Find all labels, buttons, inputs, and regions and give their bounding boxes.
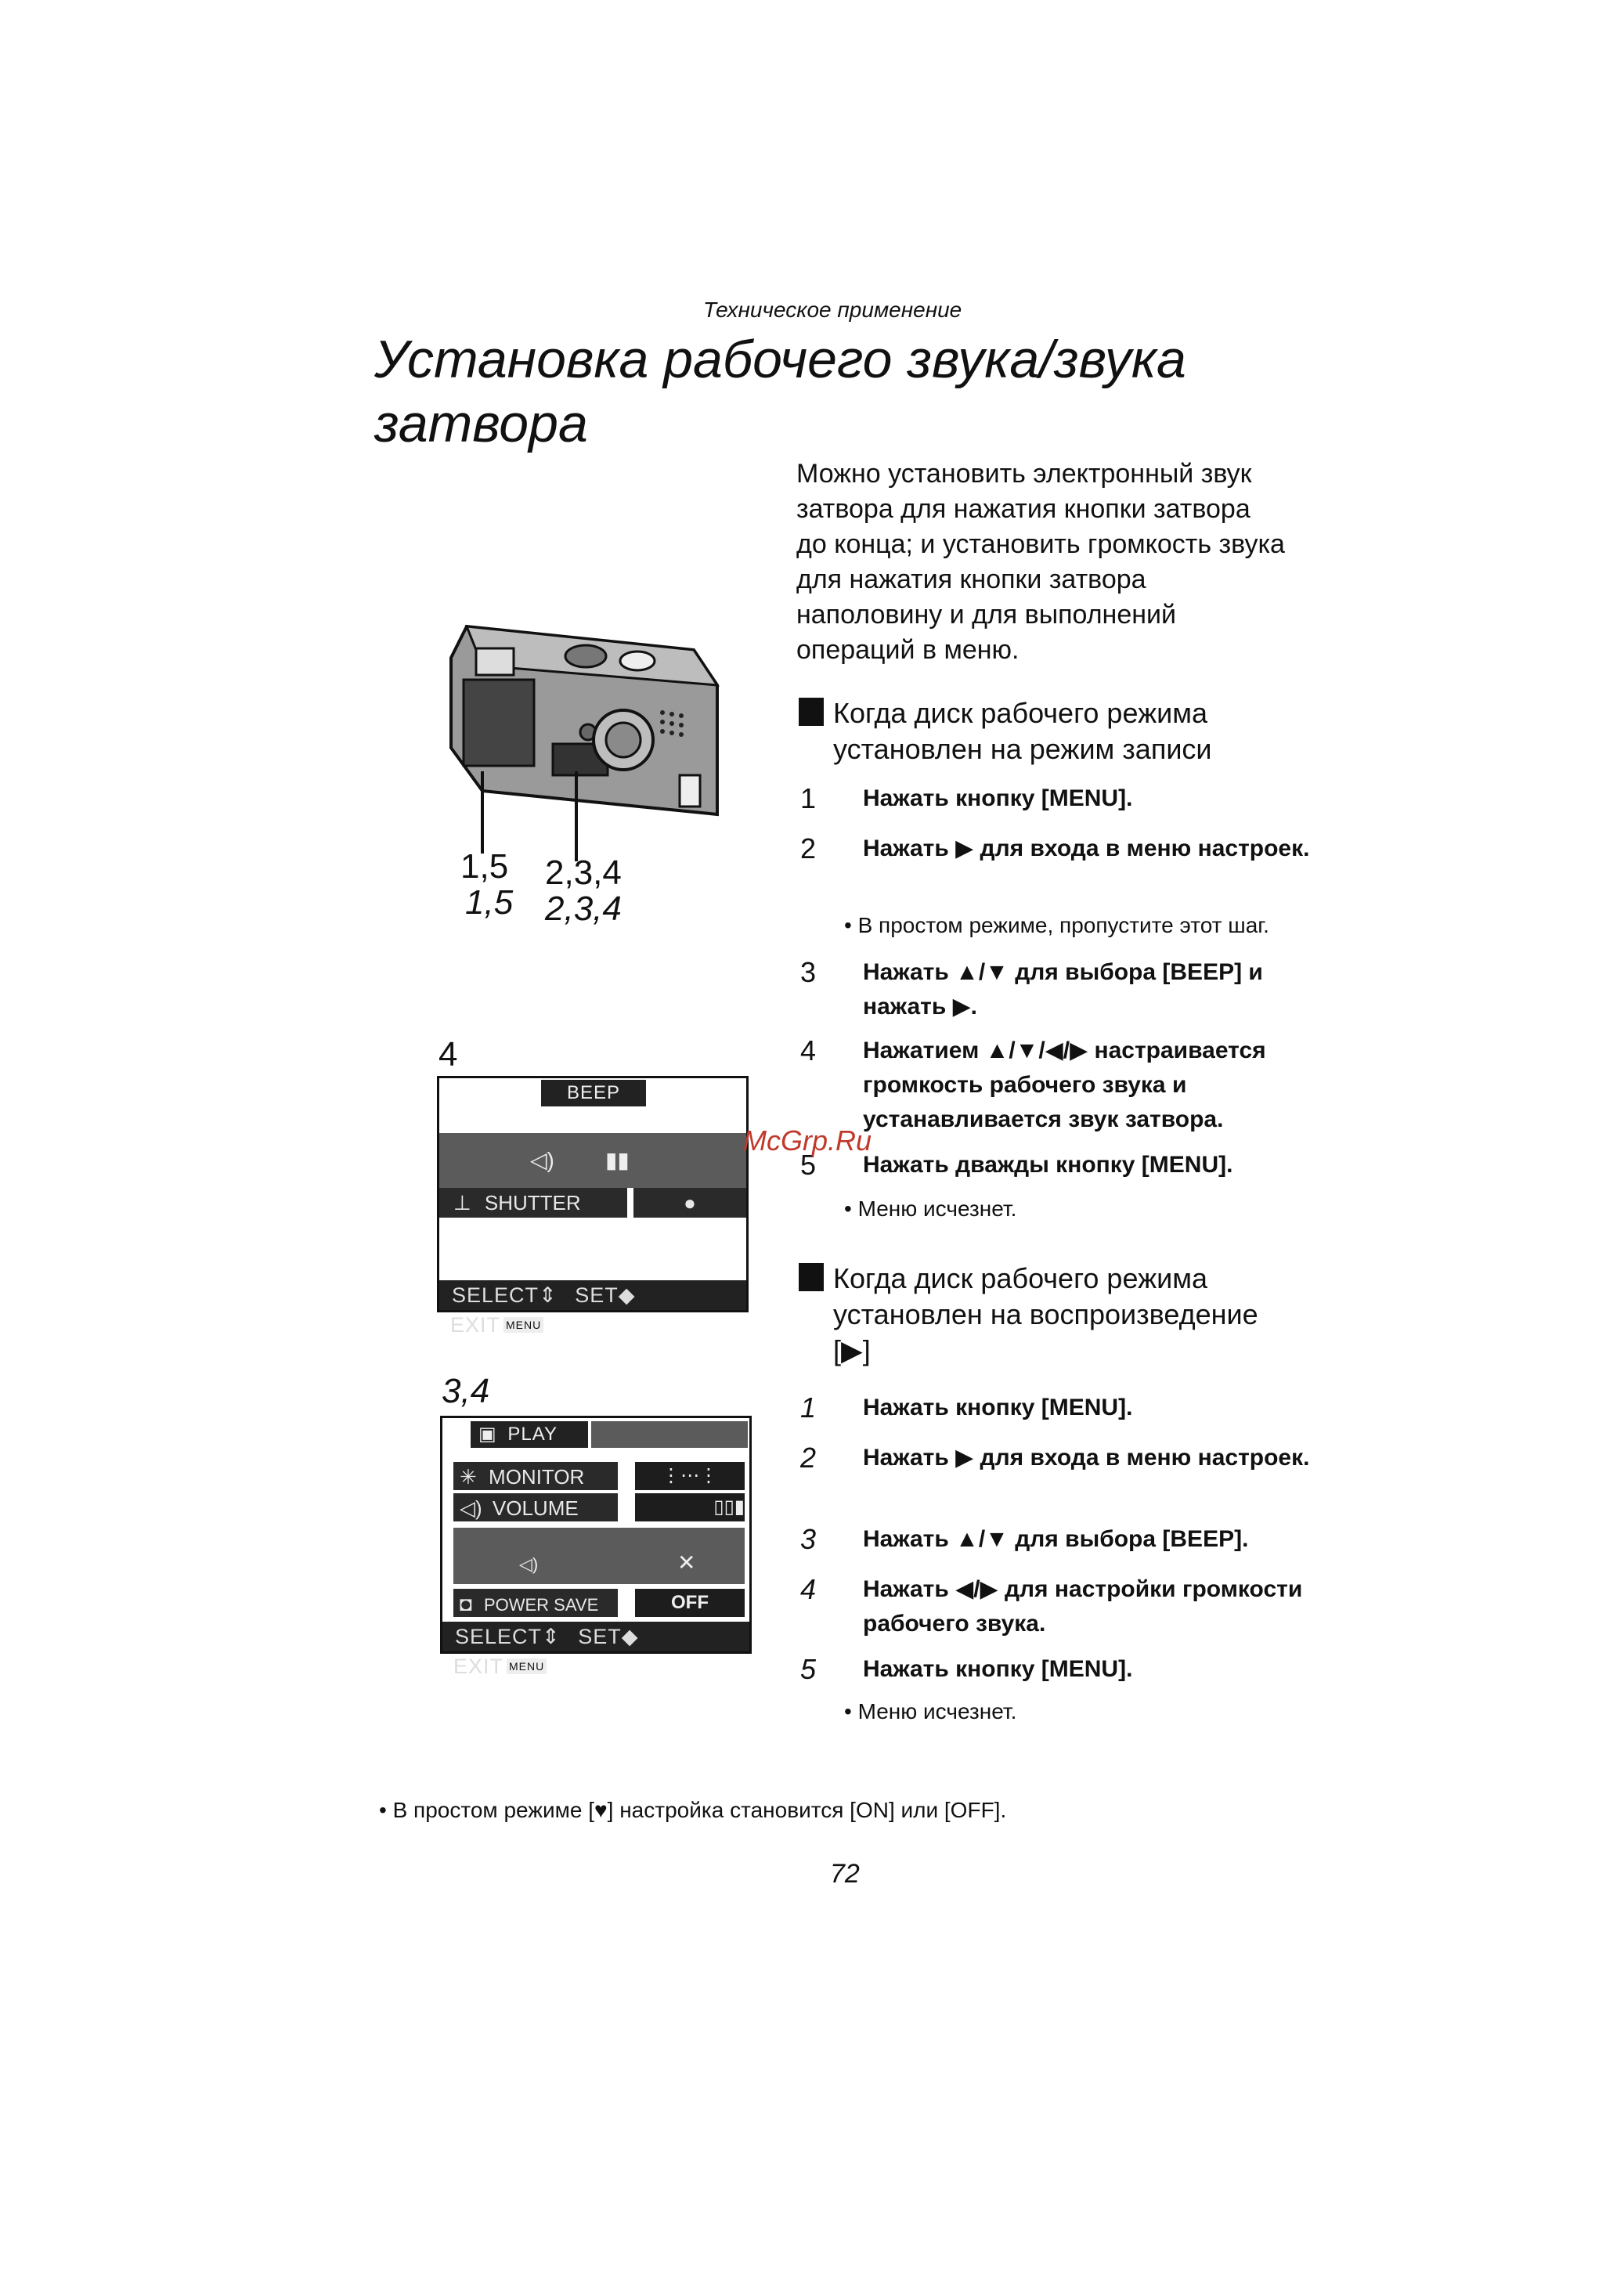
camera-illustration: [435, 611, 733, 869]
section-label: Техническое применение: [703, 298, 962, 322]
camera-label-a: 1,5: [460, 847, 509, 886]
footer-exit: EXIT: [450, 1313, 501, 1337]
intro-line: Можно установить электронный звук: [796, 459, 1252, 489]
play-heading-line-2: установлен на воспроизведение: [833, 1298, 1258, 1330]
screen-play: [440, 1416, 752, 1678]
step-number: 5: [800, 1149, 817, 1181]
title-line-2: затвора: [374, 394, 588, 453]
record-step-4: [800, 1034, 1364, 1137]
shutter-value-icon: ●: [684, 1191, 696, 1214]
play-icon: ▣: [478, 1424, 497, 1445]
camera-drawing: [435, 611, 733, 869]
camera-label-a-italic: 1,5: [465, 883, 514, 922]
step-number: 4: [800, 1034, 817, 1067]
menu-badge: MENU: [507, 1658, 547, 1674]
play-footer: [442, 1622, 749, 1678]
step-number: 3: [800, 1523, 817, 1555]
step-text: Нажать ▶ для входа в меню настроек.: [863, 1445, 1310, 1471]
play-tab: [471, 1421, 588, 1448]
section-marker-icon: [799, 1263, 824, 1291]
intro-paragraph: [796, 457, 1329, 668]
screen-play-label: 3,4: [442, 1372, 490, 1410]
monitor-row: [453, 1462, 618, 1490]
section-marker-icon: [799, 698, 824, 726]
footer-select: SELECT: [455, 1625, 543, 1648]
leftright-icon: ◆: [621, 1625, 639, 1648]
record-step-3: [800, 955, 1364, 1024]
intro-line: наполовину и для выполнений: [796, 600, 1176, 630]
record-step-2: [800, 832, 1364, 900]
play-step-4: [800, 1572, 1364, 1641]
title-line-1: Установка рабочего звука/звука: [374, 330, 1186, 389]
record-heading-line-2: установлен на режим записи: [833, 733, 1212, 765]
speaker-icon: ◁): [460, 1496, 482, 1520]
leftright-icon: ◆: [618, 1283, 636, 1307]
footer-exit: EXIT: [453, 1655, 504, 1678]
play-heading-line-1: Когда диск рабочего режима: [833, 1262, 1208, 1294]
beep-footer: [439, 1280, 746, 1337]
step-number: 1: [800, 1391, 817, 1424]
camera-label-b-italic: 2,3,4: [545, 890, 622, 928]
step-number: 2: [800, 1442, 817, 1474]
volume-value: ▯▯▮: [635, 1493, 745, 1521]
record-heading-line-1: Когда диск рабочего режима: [833, 697, 1208, 729]
play-heading-line-3: [▶]: [833, 1334, 871, 1366]
page-number: 72: [830, 1859, 860, 1889]
beep-shutter-row: [439, 1188, 627, 1218]
play-section-heading: [799, 1261, 1331, 1369]
power-save-row: [453, 1589, 618, 1617]
step-text: Нажать ▶ для входа в меню настроек.: [863, 836, 1310, 861]
play-volume-band: [453, 1528, 745, 1584]
volume-row: [453, 1493, 618, 1521]
step-text: Нажать ▲/▼ для выбора [BEEP].: [863, 1526, 1249, 1552]
intro-line: до конца; и установить громкость звука: [796, 529, 1285, 559]
watermark: McGrp.Ru: [743, 1124, 872, 1157]
speaker-icon: ◁): [530, 1148, 554, 1172]
step-text: Нажатием ▲/▼/◀/▶ настраивается громкость рабочего звука и устанавливается звук затвора.: [863, 1038, 1266, 1132]
record-note-menu-closes: • Меню исчезнет.: [844, 1196, 1017, 1221]
play-tab-label: PLAY: [507, 1424, 558, 1445]
record-step-5: [800, 1148, 1364, 1182]
screen-beep: [437, 1076, 749, 1337]
step-text: Нажать ◀/▶ для настройки громкости рабочего звука.: [863, 1576, 1303, 1637]
play-step-1: [800, 1391, 1364, 1425]
menu-badge: MENU: [503, 1317, 543, 1333]
intro-line: для нажатия кнопки затвора: [796, 565, 1146, 594]
screen-beep-label: 4: [438, 1035, 458, 1074]
monitor-label: MONITOR: [489, 1465, 585, 1489]
beep-volume-band: [439, 1133, 746, 1188]
step-text: Нажать кнопку [MENU].: [863, 785, 1133, 811]
step-text: Нажать кнопку [MENU].: [863, 1656, 1133, 1682]
footer-set: SET: [578, 1625, 622, 1648]
speaker-small-icon: ◁): [519, 1554, 539, 1574]
step-number: 3: [800, 956, 817, 988]
shutter-label: SHUTTER: [484, 1191, 581, 1214]
sun-icon: ✳: [460, 1465, 477, 1489]
updown-icon: ⇕: [539, 1283, 558, 1307]
page-title: [374, 327, 1186, 456]
step-number: 1: [800, 782, 817, 814]
monitor-value: ⋮⋯⋮: [635, 1462, 745, 1490]
step-text: Нажать дважды кнопку [MENU].: [863, 1152, 1233, 1178]
power-save-value: OFF: [635, 1589, 745, 1617]
beep-title: BEEP: [541, 1080, 646, 1106]
updown-icon: ⇕: [542, 1625, 561, 1648]
step-number: 2: [800, 832, 817, 864]
play-note-menu-closes: • Меню исчезнет.: [844, 1699, 1017, 1723]
shutter-icon: ⊥: [453, 1191, 471, 1214]
play-step-3: [800, 1522, 1364, 1557]
volume-label: VOLUME: [492, 1496, 579, 1520]
step-text: Нажать кнопку [MENU].: [863, 1395, 1133, 1420]
intro-line: затвора для нажатия кнопки затвора: [796, 494, 1250, 524]
camera-label-b: 2,3,4: [545, 854, 622, 892]
play-step-5: [800, 1652, 1364, 1687]
mute-icon: ✕: [677, 1550, 696, 1575]
volume-level-icon: ▮▮: [605, 1148, 630, 1172]
step-number: 4: [800, 1573, 817, 1605]
setup-tab-icon: [591, 1421, 748, 1448]
beep-shutter-value: [633, 1188, 746, 1218]
footer-select: SELECT: [452, 1283, 540, 1307]
footer-set: SET: [575, 1283, 619, 1307]
step-text: Нажать ▲/▼ для выбора [BEEP] и нажать ▶.: [863, 959, 1263, 1020]
power-save-icon: ◘: [460, 1592, 472, 1615]
record-section-heading: [799, 695, 1331, 767]
power-save-label: POWER SAVE: [483, 1595, 599, 1615]
footer-note: • В простом режиме [♥] настройка становится [ON] или [OFF].: [379, 1798, 1007, 1822]
record-note-simple-mode: • В простом режиме, пропустите этот шаг.: [844, 913, 1269, 937]
step-number: 5: [800, 1653, 817, 1685]
record-step-1: [800, 781, 1364, 816]
play-step-2: [800, 1441, 1364, 1510]
intro-line: операций в меню.: [796, 635, 1020, 665]
